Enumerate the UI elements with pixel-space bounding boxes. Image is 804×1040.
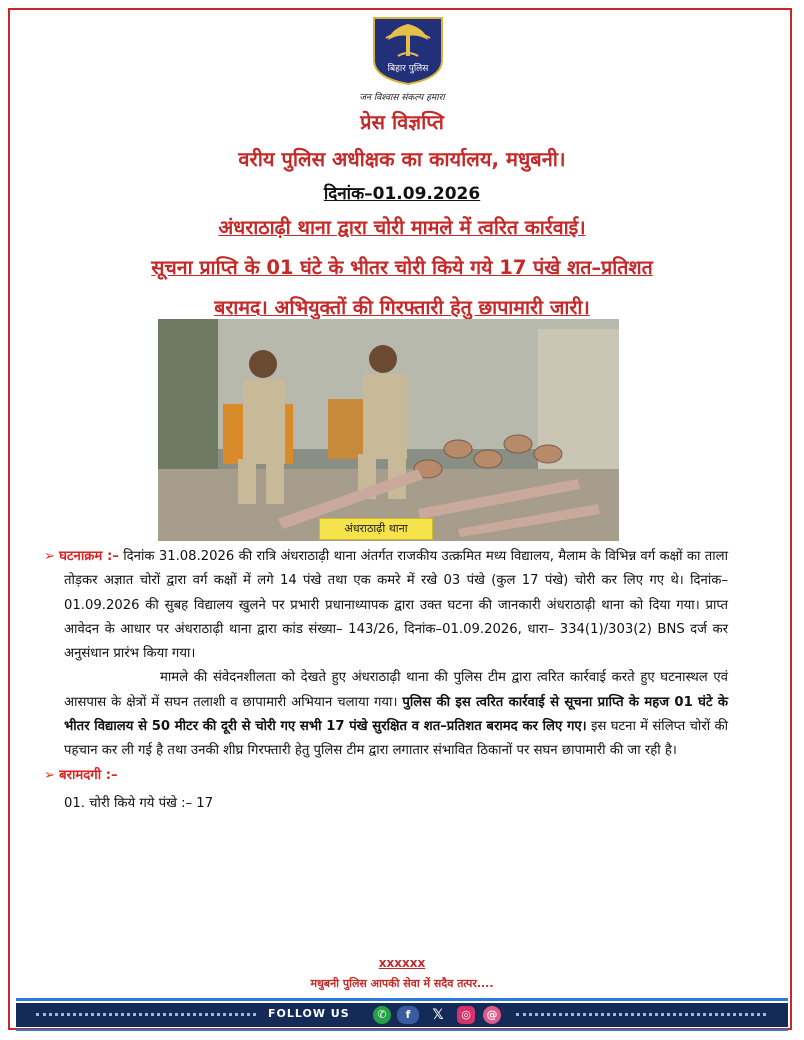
police-station-photo	[158, 319, 619, 541]
whatsapp-icon[interactable]: ✆	[373, 1006, 391, 1024]
footer-bar	[16, 1003, 788, 1027]
headline	[0, 208, 804, 328]
release-date	[0, 181, 804, 204]
office-name: वरीय पुलिस अधीक्षक का कार्यालय, मधुबनी।	[238, 147, 566, 171]
photo-caption: अंधराठाढ़ी थाना	[319, 518, 433, 540]
body-text	[44, 545, 728, 816]
footer-dots-right	[516, 1013, 766, 1019]
section-incident	[44, 545, 728, 666]
action-text-start: मामले की संवेदनशीलता को देखते हुए अंधराठाढ़ी थाना की पुलिस टीम द्वारा त्वरित कार्रवाई करते हुए घटनास्थल एवं आसपास के क्षेत्रों में सघन तलाशी व छापामारी अभियान चलाया गया।	[64, 670, 728, 710]
headline-line-2: सूचना प्राप्ति के 01 घंटे के भीतर चोरी किये गये 17 पंखे शत–प्रतिशत	[151, 256, 653, 279]
signoff: xxxxxx	[378, 956, 426, 970]
arrow-icon: ➢	[44, 767, 56, 783]
threads-icon[interactable]: @	[483, 1006, 501, 1024]
incident-label: घटनाक्रम :–	[59, 549, 119, 564]
logo-text: बिहार पुलिस	[387, 64, 429, 74]
instagram-icon[interactable]: ◎	[457, 1006, 475, 1024]
arrow-icon: ➢	[44, 549, 56, 564]
section-recovery	[44, 764, 728, 788]
incident-text: दिनांक 31.08.2026 की रात्रि अंधराठाढ़ी थाना अंतर्गत राजकीय उत्क्रमित मध्य विद्यालय, मैलाम के विभिन्न वर्ग कक्षों का ताला तोड़कर अज्ञात चोरों द्वारा वर्ग कक्षों में लगे 14 पंखे तथा एक कमरे में रखे 03 पंखे (कुल 17 पंखे) चोरी कर लिए गए थे। दिनांक–01.09.2026 की सुबह विद्यालय खुलने पर प्रभारी प्रधानाध्यापक द्वारा उक्त घटना की जानकारी अंधराठाढ़ी थाना को दिया गया। प्राप्त आवेदन के आधार पर अंधराठाढ़ी थाना द्वारा कांड संख्या– 143/26, दिनांक–01.09.2026, धारा– 334(1)/303(2) BNS दर्ज कर अनुसंधान प्रारंभ किया गया।	[64, 549, 728, 662]
recovery-item: 01. चोरी किये गये पंखे :– 17	[64, 795, 214, 811]
recovery-label: बरामदगी :–	[59, 767, 118, 783]
release-date-text: दिनांक–01.09.2026	[323, 184, 481, 204]
service-line: मधुबनी पुलिस आपकी सेवा में सदैव तत्पर....	[310, 977, 494, 990]
action-text-bold: पुलिस की इस त्वरित कार्रवाई से सूचना प्राप्ति के महज 01 घंटे के भीतर विद्यालय से 50 मीटर की दूरी से चोरी गए सभी 17 पंखे सुरक्षित व शत–प्रतिशत बरामद कर लिए गए।	[64, 694, 728, 735]
headline-line-1: अंधराठाढ़ी थाना द्वारा चोरी मामले में त्वरित कार्रवाई।	[218, 216, 586, 239]
follow-us-label: FOLLOW US	[268, 1007, 350, 1020]
bihar-police-logo	[368, 16, 448, 86]
section-action	[64, 666, 728, 763]
tagline: जन विश्वास संकल्प हमारा	[359, 93, 445, 103]
facebook-icon[interactable]: f	[397, 1006, 419, 1024]
action-text-end: इस घटना में संलिप्त चोरों की पहचान कर ली गई है तथा उनकी शीघ्र गिरफ्तारी हेतु पुलिस टीम द्वारा लगातार संभावित ठिकानों पर सघन छापामारी की जा रही है।	[64, 719, 728, 759]
footer-dots-left	[36, 1013, 256, 1019]
x-icon[interactable]: 𝕏	[432, 1007, 444, 1023]
headline-line-3: बरामद। अभियुक्तों की गिरफ्तारी हेतु छापामारी जारी।	[214, 296, 590, 319]
press-release-title: प्रेस विज्ञप्ति	[360, 110, 444, 134]
